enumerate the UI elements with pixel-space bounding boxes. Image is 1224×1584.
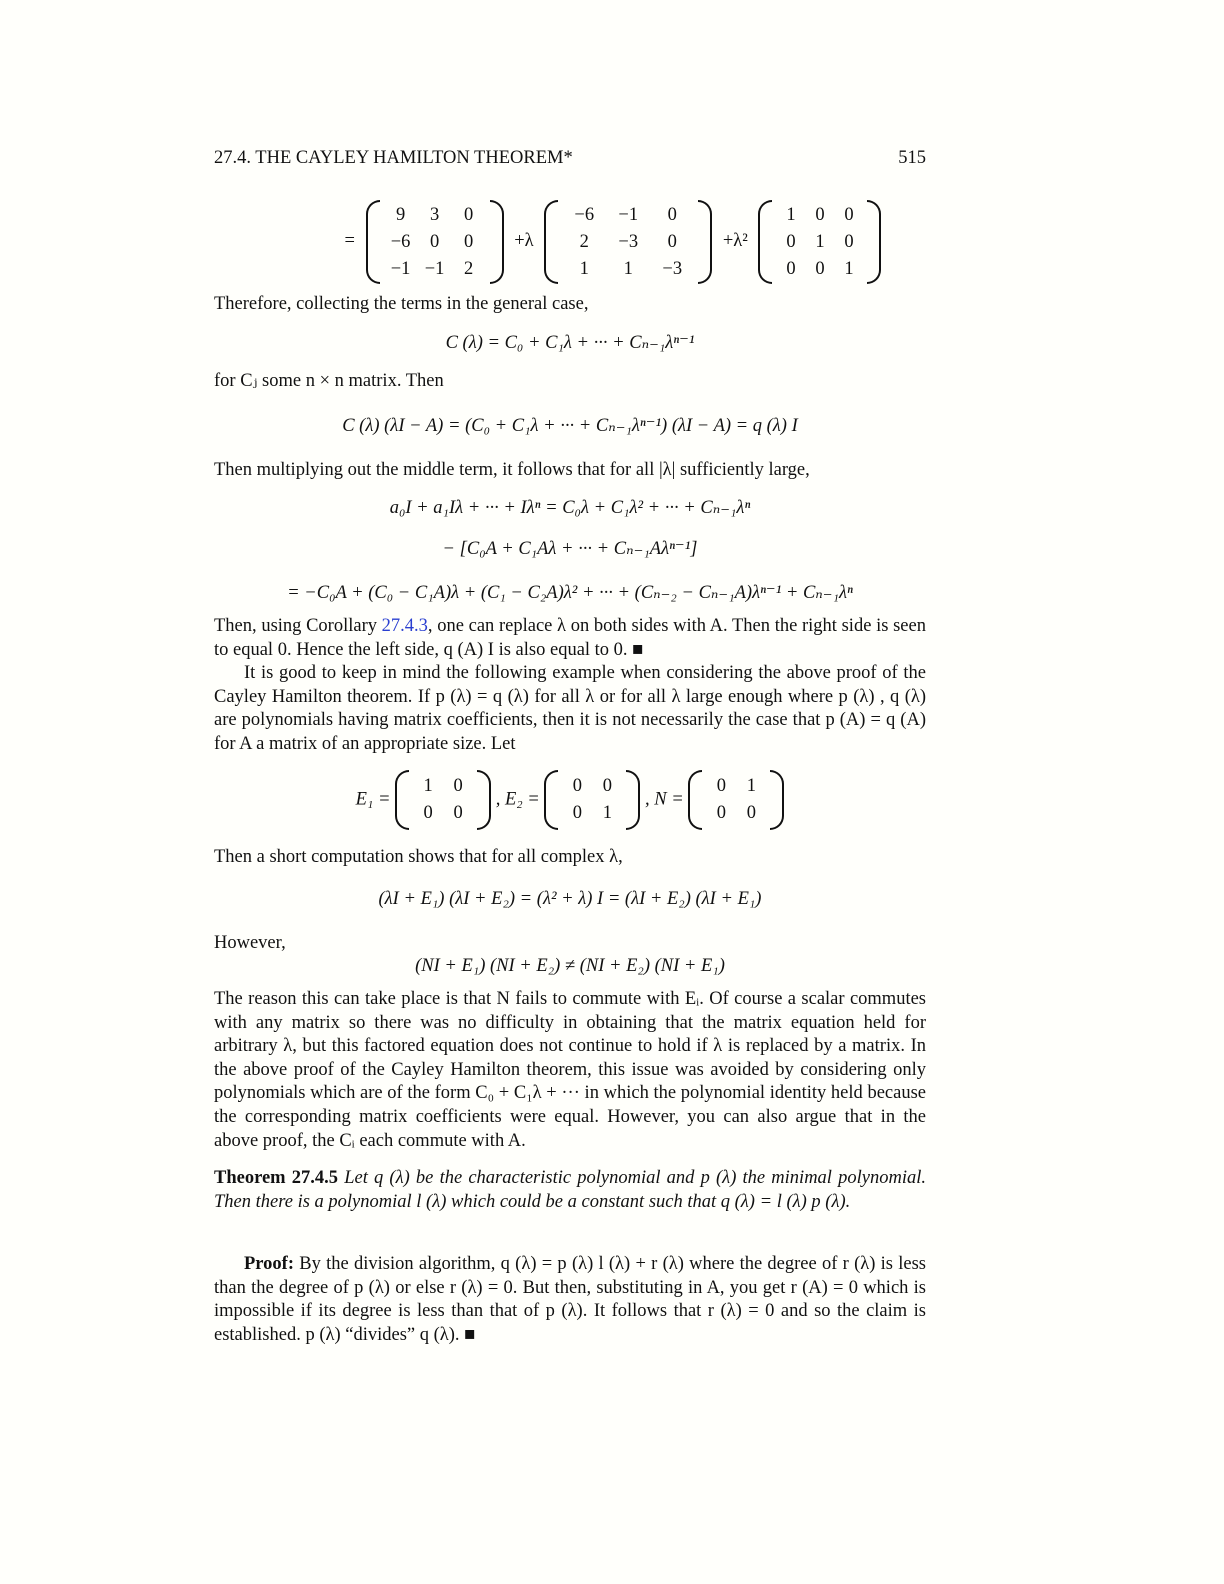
running-header <box>214 148 926 169</box>
matrix-entry: 0 <box>716 803 726 823</box>
matrix-entry: −1 <box>390 258 411 279</box>
matrix-entry: 0 <box>572 776 583 796</box>
matrix-entry: 0 <box>746 803 756 823</box>
matrix-entry: 0 <box>844 231 854 252</box>
plus-lambda-squared: +λ² <box>722 231 748 252</box>
matrix-entry: 0 <box>786 231 796 252</box>
matrix-entry: 1 <box>602 803 613 823</box>
equation: a₀I + a₁Iλ + ··· + Iλⁿ = C₀λ + C₁λ² + ··· + Cₙ₋₁λⁿ <box>389 498 751 518</box>
theorem <box>214 1167 926 1214</box>
matrix-entry: 1 <box>844 258 854 279</box>
equation: (λI + E₁) (λI + E₂) = (λ² + λ) I = (λI + E₂) (λI + E₁) <box>378 889 762 909</box>
matrix-entry: 0 <box>453 803 463 823</box>
matrix-entry: −6 <box>390 231 411 252</box>
matrix-entry: 0 <box>463 231 474 252</box>
matrix-entry: 1 <box>746 776 756 796</box>
matrix-entry: 0 <box>667 204 677 225</box>
matrix-entry: −3 <box>662 258 683 279</box>
theorem-label: Theorem 27.4.5 <box>214 1168 339 1188</box>
matrix-e2 <box>544 770 640 830</box>
theorem-text: Let q (λ) be the characteristic polynomial and p (λ) the minimal polynomial. Then there is a polynomial l (λ) which could be a constant such that q (λ) = l (λ) p (λ). <box>214 1168 926 1212</box>
matrix-entry: −3 <box>618 231 639 252</box>
paragraph: Then a short computation shows that for all complex λ, <box>214 847 623 867</box>
equation: (NI + E₁) (NI + E₂) ≠ (NI + E₂) (NI + E₁) <box>415 956 725 976</box>
equation: = −C₀A + (C₀ − C₁A)λ + (C₁ − C₂A)λ² + ··· + (Cₙ₋₂ − Cₙ₋₁A)λⁿ⁻¹ + Cₙ₋₁λⁿ <box>287 583 853 603</box>
matrix-entry: 0 <box>602 776 613 796</box>
paragraph: It is good to keep in mind the following example when considering the above proof of the Cayley Hamilton theorem. If p (λ) = q (λ) for all λ or for all λ large enough where p (λ) , q (λ) are polynomials having matrix coefficients, then it is not necessarily the case that p (A) = q (A) for A a matrix of an appropriate size. Let <box>214 663 926 754</box>
page-number: 515 <box>898 148 926 168</box>
matrix-entry: 2 <box>463 258 474 279</box>
matrix-entry: 1 <box>623 258 633 279</box>
matrix-entry: 9 <box>395 204 406 225</box>
matrix-entry: 2 <box>579 231 589 252</box>
matrix-entry: 0 <box>453 776 463 796</box>
paragraph <box>214 615 926 662</box>
matrix-entry: 1 <box>579 258 589 279</box>
matrix-entry: 0 <box>815 204 825 225</box>
matrix-entry: 0 <box>786 258 796 279</box>
matrix-entry: 0 <box>815 258 825 279</box>
matrix-entry: 0 <box>572 803 583 823</box>
matrix-entry: −6 <box>574 204 595 225</box>
label-e1: E₁ = <box>355 789 391 810</box>
matrix-entry: −1 <box>618 204 639 225</box>
matrix-entry: 1 <box>815 231 825 252</box>
matrix-entry: 1 <box>423 776 433 796</box>
equals-sign: = <box>344 231 355 252</box>
proof-text: By the division algorithm, q (λ) = p (λ) l (λ) + r (λ) where the degree of r (λ) is less than the degree of p (λ) or else r (λ) = 0. But then, substituting in A, you get r (A) = 0 which is impossible if its degree is less than that of p (λ). It follows that r (λ) = 0 and so the claim is established. p (λ) “divides” q (λ). ■ <box>214 1254 926 1345</box>
proof <box>214 1253 926 1347</box>
matrix-entry: 1 <box>786 204 796 225</box>
matrix-entry: 0 <box>429 231 440 252</box>
matrix-c1 <box>544 200 712 284</box>
corollary-link[interactable]: 27.4.3 <box>381 616 428 636</box>
equation: − [C₀A + C₁Aλ + ··· + Cₙ₋₁Aλⁿ⁻¹] <box>442 539 698 559</box>
matrix-entry: 0 <box>844 204 854 225</box>
label-n: , N = <box>645 789 684 810</box>
text: , one can replace λ on both sides with A. Then the right side is seen to equal 0. Hence the left side, q (A) I is also equal to 0. ■ <box>214 616 926 660</box>
equation: C (λ) = C₀ + C₁λ + ··· + Cₙ₋₁λⁿ⁻¹ <box>445 333 695 353</box>
matrix-entry: 3 <box>429 204 440 225</box>
matrix-entry: −1 <box>424 258 445 279</box>
paragraph: Therefore, collecting the terms in the general case, <box>214 294 589 314</box>
paragraph: for Cⱼ some n × n matrix. Then <box>214 371 444 391</box>
matrix-e1 <box>395 770 491 830</box>
proof-label: Proof: <box>244 1254 294 1274</box>
matrix-c2 <box>758 200 881 284</box>
plus-lambda: +λ <box>514 231 534 252</box>
matrix-entry: 0 <box>423 803 433 823</box>
matrix-c0 <box>366 200 504 284</box>
equation: C (λ) (λI − A) = (C₀ + C₁λ + ··· + Cₙ₋₁λⁿ⁻¹) (λI − A) = q (λ) I <box>342 416 798 436</box>
e-matrices-equation <box>214 770 926 830</box>
label-e2: , E₂ = <box>495 789 540 810</box>
matrix-n <box>688 770 784 830</box>
section-title: 27.4. THE CAYLEY HAMILTON THEOREM* <box>214 148 573 168</box>
matrix-entry: 0 <box>667 231 677 252</box>
paragraph: Then multiplying out the middle term, it follows that for all |λ| sufficiently large, <box>214 460 810 480</box>
paragraph: The reason this can take place is that N fails to commute with Eᵢ. Of course a scalar commutes with any matrix so there was no difficulty in obtaining that the matrix equation held for arbitrary λ, but this factored equation does not continue to hold if λ is replaced by a matrix. In the above proof of the Cayley Hamilton theorem, this issue was avoided by considering only polynomials which are of the form C₀ + C₁λ + ··· in which the polynomial identity held because the corresponding matrix coefficients were equal. However, you can also argue that in the above proof, the Cᵢ each commute with A. <box>214 989 926 1151</box>
matrix-entry: 0 <box>463 204 474 225</box>
paragraph: However, <box>214 933 286 953</box>
matrix-entry: 0 <box>716 776 726 796</box>
matrix-equation <box>214 200 966 284</box>
text: Then, using Corollary <box>214 616 382 636</box>
